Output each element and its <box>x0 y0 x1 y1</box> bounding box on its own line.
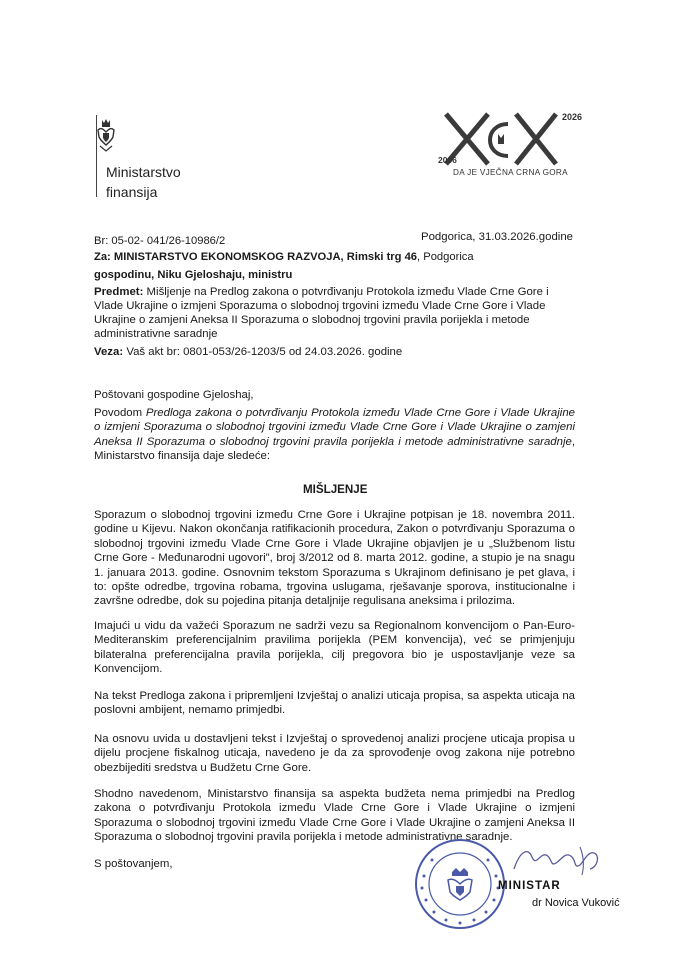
reference-text: Vaš akt br: 0801-053/26-1203/5 od 24.03.2026. godine <box>126 346 403 358</box>
intro-prefix: Povodom <box>94 407 146 419</box>
subject-line-1 <box>94 285 549 299</box>
subject-line-3: Ukrajine o zamjeni Aneksa II Sporazuma o slobodnoj trgovini pravila porijekla i metode <box>94 314 530 326</box>
subject-line-2: Vlade Ukrajine o izmjeni Sporazuma o slobodnoj trgovini između Vlade Crne Gore i Vlade <box>94 300 546 312</box>
subject-line-4: administrativne saradnje <box>94 328 218 340</box>
recipient-name: MINISTARSTVO EKONOMSKOG RAZVOJA, Rimski trg 46 <box>113 251 418 263</box>
handwritten-signature <box>510 843 606 879</box>
recipient-city: , Podgorica <box>417 251 474 263</box>
signatory-name: dr Novica Vuković <box>532 897 620 909</box>
signatory-title: MINISTAR <box>498 880 561 892</box>
intro-law-title: Predloga zakona o potvrđivanju Protokola između Vlade Crne Gore i Vlade Ukrajine o izmjeni Sporazuma o slobodnoj trgovini između Vlade Crne Gore i Vlade Ukrajine o zamjeni Aneksa II Sporazuma o slobodnoj trgovini pravila porijekla i metode administrativne saradnje <box>94 407 575 448</box>
paragraph-2: Imajući u vidu da važeći Sporazum ne sadrži vezu sa Regionalnom konvencijom o Pan-Euro-Mediteranskim preferencijalnim pravilima porijekla (PEM konvencija), već se primjenjuju bilateralna preferencijalna pravila porijekla, cilj pregovora bio je uspostavljanje veze sa Konvencijom. <box>94 620 575 676</box>
paragraph-3: Na tekst Predloga zakona i pripremljeni Izvještaj o analizi uticaja propisa, sa aspekta uticaja na poslovni ambijent, nemamo primjedbi. <box>94 690 575 717</box>
reference-label: Veza: <box>94 346 124 358</box>
subject-label: Predmet: <box>94 286 144 298</box>
coat-of-arms-icon <box>96 118 116 154</box>
closing: S poštovanjem, <box>94 858 173 870</box>
logo-slogan: DA JE VJEČNA CRNA GORA <box>453 168 568 177</box>
document-number: Br: 05-02- 041/26-10986/2 <box>94 235 226 247</box>
ministry-line-1: Ministarstvo <box>106 164 181 180</box>
paragraph-4: Na osnovu uvida u dostavljeni tekst i Izvještaj o sprovedenoj analizi procjene uticaja propisa u dijelu procjene fiskalnog uticaja, navedeno je da za sprovođenje ovog zakona nije potrebno obezbijediti sredstva u Budžetu Crne Gore. <box>94 733 575 774</box>
independence-anniversary-logo <box>438 110 568 168</box>
greeting: Poštovani gospodine Gjeloshaj, <box>94 389 254 401</box>
official-stamp <box>412 836 508 932</box>
logo-year-end: 2026 <box>562 112 583 122</box>
ministry-name <box>106 162 181 202</box>
addressee: gospodinu, Niku Gjeloshaju, ministru <box>94 269 293 281</box>
intro-paragraph <box>94 406 575 464</box>
paragraph-5: Shodno navedenom, Ministarstvo finansija sa aspekta budžeta nema primjedbi na Predlog zakona o potvrđivanju Protokola između Vlade Crne Gore i Vlade Ukrajine o izmjeni Sporazuma o slobodnoj trgovini između Vlade Crne Gore i Vlade Ukrajine o zamjeni Aneksa II Sporazuma o slobodnoj trgovini pravila porijekla i metode administrativne saradnje. <box>94 788 575 844</box>
za-label: Za: <box>94 251 111 263</box>
recipient-line <box>94 250 474 264</box>
opinion-heading: MIŠLJENJE <box>303 483 368 496</box>
ministry-line-2: finansija <box>106 184 158 200</box>
subject-text-1: Mišljenje na Predlog zakona o potvrđivanju Protokola između Vlade Crne Gore i <box>146 286 549 298</box>
reference-line <box>94 345 402 359</box>
logo-year-start: 2006 <box>438 155 457 165</box>
paragraph-1: Sporazum o slobodnoj trgovini između Crne Gore i Ukrajine potpisan je 18. novembra 2011. godine u Kijevu. Nakon okončanja ratifikacionih procedura, Zakon o potvrđivanju Sporazuma o slobodnoj trgovini između Vlade Crne Gore i Vlade Ukrajine objavljen je u „Službenom listu Crne Gore - Međunarodni ugovori", broj 3/2012 od 8. marta 2012. godine, a stupio je na snagu 1. januara 2013. godine. Osnovnim tekstom Sporazuma s Ukrajinom definisano je pet glava, i to: opšte odredbe, trgovina robama, trgovina uslugama, rješavanje sporova, institucionalne i završne odredbe, dok su pojedina pitanja detaljnije regulisana aneksima i prilozima. <box>94 509 575 608</box>
place-date: Podgorica, 31.03.2026.godine <box>421 231 573 243</box>
intro-suffix: , Ministarstvo finansija daje sledeće: <box>94 435 575 463</box>
